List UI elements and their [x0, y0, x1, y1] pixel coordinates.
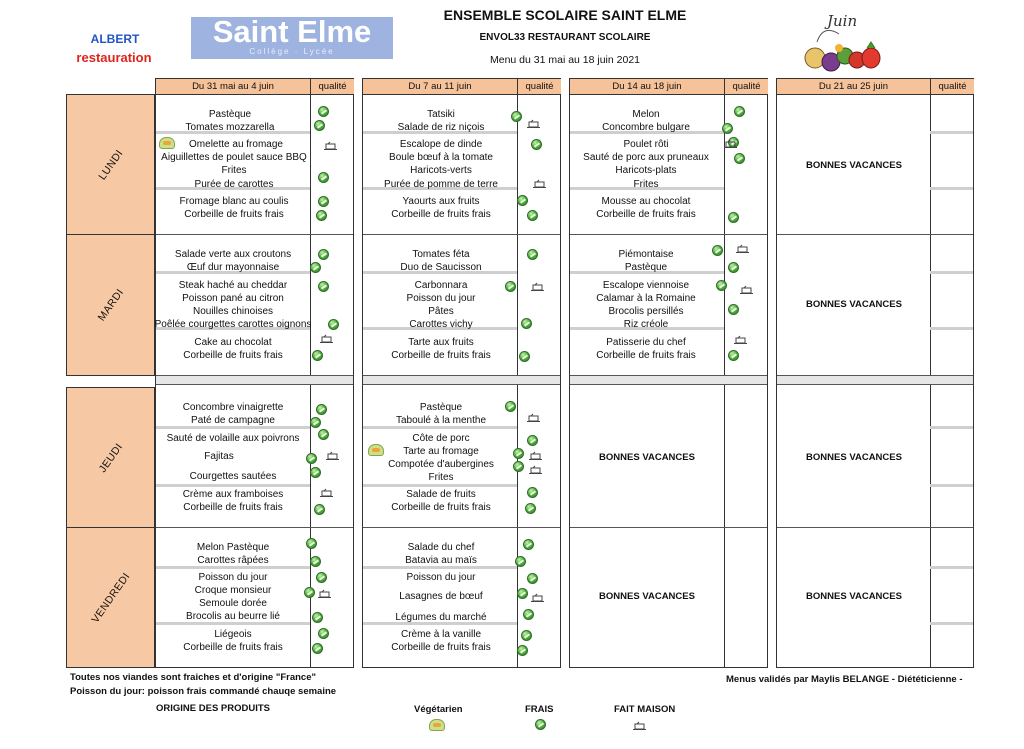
homemade-pot-icon	[734, 335, 747, 345]
dish-item: Omelette au fromage	[189, 139, 283, 150]
dish-item: Corbeille de fruits frais	[391, 502, 491, 513]
leaf-icon	[306, 453, 317, 464]
dish-item: Légumes du marché	[395, 612, 487, 623]
leaf-icon	[519, 351, 530, 362]
dish-item: Escalope de dinde	[399, 139, 483, 150]
leaf-icon	[521, 318, 532, 329]
leaf-icon	[316, 210, 327, 221]
leaf-icon	[728, 212, 739, 223]
dish-item: Sauté de porc aux pruneaux	[583, 152, 709, 163]
leaf-icon	[312, 643, 323, 654]
homemade-pot-icon	[740, 285, 753, 295]
leaf-icon	[318, 628, 329, 639]
homemade-pot-icon	[533, 179, 546, 189]
dish-item: Purée de carottes	[194, 179, 274, 190]
day-label: MARDI	[95, 286, 126, 324]
dish-item: Melon Pastèque	[196, 542, 270, 553]
dish-item: Sauté de volaille aux poivrons	[166, 433, 300, 444]
legend-fresh-label: FRAIS	[525, 704, 554, 715]
footer-note-fish: Poisson du jour: poisson frais commandé chauqe semaine	[70, 686, 337, 697]
dish-item: Poisson du jour	[198, 572, 268, 583]
leaf-icon	[505, 401, 516, 412]
leaf-icon	[531, 139, 542, 150]
homemade-pot-icon	[531, 593, 544, 603]
leaf-icon	[734, 106, 745, 117]
logo-sub: Collège · Lycée	[249, 47, 335, 56]
leaf-icon	[318, 172, 329, 183]
leaf-icon	[521, 630, 532, 641]
dish-item: Compotée d'aubergines	[388, 459, 494, 470]
quality-header: qualité	[930, 79, 974, 95]
day-box-lundi	[66, 94, 155, 235]
dish-item: Corbeille de fruits frais	[184, 209, 284, 220]
homemade-pot-icon	[529, 465, 542, 475]
dish-item: Courgettes sautées	[189, 471, 277, 482]
dish-item: Crème aux framboises	[182, 489, 284, 500]
dish-item: Haricots-plats	[615, 165, 677, 176]
leaf-icon	[505, 281, 516, 292]
dish-item: Poisson pané au citron	[182, 293, 284, 304]
week-header: Du 31 mai au 4 juin	[156, 79, 310, 95]
dish-item: Boule bœuf à la tomate	[389, 152, 493, 163]
homemade-pot-icon	[633, 721, 646, 731]
leaf-icon	[527, 487, 538, 498]
leaf-icon	[722, 123, 733, 134]
week-column-2	[362, 78, 561, 668]
week-column-1	[155, 78, 354, 668]
homemade-pot-icon	[527, 119, 540, 129]
june-vegetables-illustration	[797, 8, 887, 76]
dish-item: Crème à la vanille	[400, 629, 482, 640]
quality-header: qualité	[724, 79, 768, 95]
leaf-icon	[734, 153, 745, 164]
leaf-icon	[310, 556, 321, 567]
dish-item: Poulet rôti	[623, 139, 669, 150]
leaf-icon	[312, 612, 323, 623]
homemade-pot-icon	[531, 282, 544, 292]
legend-vegetarian-label: Végétarien	[414, 704, 463, 715]
leaf-icon	[535, 719, 546, 730]
dish-item: Pâtes	[428, 306, 454, 317]
dish-item: Yaourts aux fruits	[402, 196, 480, 207]
leaf-icon	[310, 262, 321, 273]
week-column-4	[776, 78, 974, 668]
leaf-icon	[318, 196, 329, 207]
vacation-label: BONNES VACANCES	[806, 591, 902, 602]
leaf-icon	[728, 350, 739, 361]
day-box-vendredi	[66, 527, 155, 668]
leaf-icon	[316, 404, 327, 415]
leaf-icon	[517, 645, 528, 656]
footer-validation: Menus validés par Maylis BELANGE - Diététicienne -	[726, 674, 963, 685]
dish-item: Tarte aux fruits	[408, 337, 474, 348]
vegetarian-icon	[429, 719, 445, 731]
vegetarian-icon	[368, 444, 384, 456]
dish-item: Cake au chocolat	[194, 337, 272, 348]
dish-item: Brocolis persillés	[608, 306, 684, 317]
dish-item: Carbonnara	[414, 280, 468, 291]
day-label: VENDREDI	[88, 570, 133, 625]
dish-item: Corbeille de fruits frais	[596, 209, 696, 220]
leaf-icon	[304, 587, 315, 598]
leaf-icon	[306, 538, 317, 549]
legend-title: ORIGINE DES PRODUITS	[156, 703, 271, 714]
leaf-icon	[527, 573, 538, 584]
day-box-jeudi	[66, 387, 155, 528]
leaf-icon	[314, 504, 325, 515]
dish-item: Nouilles chinoises	[192, 306, 274, 317]
menu-period: Menu du 31 mai au 18 juin 2021	[489, 54, 641, 66]
leaf-icon	[513, 461, 524, 472]
dish-item: Salade du chef	[407, 542, 475, 553]
homemade-pot-icon	[318, 589, 331, 599]
dish-item: Œuf dur mayonnaise	[186, 262, 280, 273]
vacation-label: BONNES VACANCES	[806, 299, 902, 310]
day-label: LUNDI	[95, 147, 126, 182]
dish-item: Corbeille de fruits frais	[391, 209, 491, 220]
leaf-icon	[527, 249, 538, 260]
dish-item: Escalope viennoise	[602, 280, 690, 291]
dish-item: Piémontaise	[618, 249, 674, 260]
leaf-icon	[328, 319, 339, 330]
dish-item: Corbeille de fruits frais	[596, 350, 696, 361]
brand-name: ALBERT	[90, 32, 140, 46]
homemade-pot-icon	[320, 488, 333, 498]
leaf-icon	[316, 572, 327, 583]
leaf-icon	[712, 245, 723, 256]
quality-header: qualité	[517, 79, 561, 95]
dish-item: Fromage blanc au coulis	[179, 196, 289, 207]
dish-item: Tomates féta	[412, 249, 470, 260]
homemade-pot-icon	[724, 139, 737, 149]
dish-item: Lasagnes de bœuf	[399, 591, 483, 602]
homemade-pot-icon	[326, 451, 339, 461]
leaf-icon	[511, 111, 522, 122]
leaf-icon	[318, 249, 329, 260]
leaf-icon	[312, 350, 323, 361]
vegetarian-icon	[159, 137, 175, 149]
leaf-icon	[517, 588, 528, 599]
month-script-text: Juin	[827, 12, 858, 30]
day-label: JEUDI	[96, 440, 125, 475]
leaf-icon	[527, 210, 538, 221]
week-header: Du 7 au 11 juin	[363, 79, 517, 95]
dish-item: Corbeille de fruits frais	[391, 350, 491, 361]
week-column-3	[569, 78, 768, 668]
dish-item: Carottes vichy	[409, 319, 473, 330]
dish-item: Salade de fruits	[406, 489, 476, 500]
dish-item: Corbeille de fruits frais	[183, 642, 283, 653]
quality-header: qualité	[310, 79, 354, 95]
dish-item: Frites	[428, 472, 454, 483]
legend-homemade-label: FAIT MAISON	[614, 704, 676, 715]
dish-item: Calamar à la Romaine	[596, 293, 696, 304]
leaf-icon	[527, 435, 538, 446]
dish-item: Frites	[633, 179, 659, 190]
dish-item: Taboulé à la menthe	[395, 415, 487, 426]
vacation-label: BONNES VACANCES	[806, 160, 902, 171]
dish-item: Corbeille de fruits frais	[183, 350, 283, 361]
dish-item: Riz créole	[623, 319, 669, 330]
dish-item: Salade verte aux croutons	[174, 249, 292, 260]
leaf-icon	[318, 106, 329, 117]
dish-item: Aiguillettes de poulet sauce BBQ	[161, 152, 307, 163]
dish-item: Poisson du jour	[406, 572, 476, 583]
leaf-icon	[513, 448, 524, 459]
day-box-mardi	[66, 234, 155, 376]
dish-item: Patisserie du chef	[606, 337, 686, 348]
vacation-label: BONNES VACANCES	[599, 591, 695, 602]
leaf-icon	[525, 503, 536, 514]
leaf-icon	[310, 467, 321, 478]
dish-item: Poisson du jour	[406, 293, 476, 304]
homemade-pot-icon	[529, 451, 542, 461]
dish-item: Fajitas	[204, 451, 234, 462]
dish-item: Côte de porc	[412, 433, 470, 444]
footer-note-meat: Toutes nos viandes sont fraiches et d'origine "France"	[70, 672, 317, 683]
brand-subtitle: restauration	[76, 50, 152, 65]
leaf-icon	[523, 609, 534, 620]
page-subtitle: ENVOL33 RESTAURANT SCOLAIRE	[479, 32, 651, 43]
dish-item: Pastèque	[208, 109, 252, 120]
page-title: ENSEMBLE SCOLAIRE SAINT ELME	[443, 7, 687, 23]
leaf-icon	[716, 280, 727, 291]
logo-text: Saint Elme	[212, 17, 372, 49]
dish-item: Duo de Saucisson	[400, 262, 482, 273]
dish-item: Tatsiki	[427, 109, 455, 120]
dish-item: Liégeois	[214, 629, 252, 640]
leaf-icon	[515, 556, 526, 567]
homemade-pot-icon	[324, 141, 337, 151]
leaf-icon	[318, 429, 329, 440]
leaf-icon	[728, 262, 739, 273]
dish-item: Purée de pomme de terre	[384, 179, 498, 190]
leaf-icon	[314, 120, 325, 131]
dish-item: Steak haché au cheddar	[178, 280, 288, 291]
vacation-label: BONNES VACANCES	[599, 452, 695, 463]
dish-item: Tomates mozzarella	[185, 122, 275, 133]
dish-item: Paté de campagne	[191, 415, 275, 426]
dish-item: Concombre vinaigrette	[182, 402, 284, 413]
dish-item: Pastèque	[624, 262, 668, 273]
dish-item: Carottes râpées	[197, 555, 269, 566]
leaf-icon	[728, 304, 739, 315]
leaf-icon	[318, 281, 329, 292]
dish-item: Concombre bulgare	[602, 122, 690, 133]
dish-item: Poêlée courgettes carottes oignons	[154, 319, 312, 330]
dish-item: Croque monsieur	[194, 585, 272, 596]
homemade-pot-icon	[320, 334, 333, 344]
homemade-pot-icon	[527, 413, 540, 423]
dish-item: Mousse au chocolat	[601, 196, 691, 207]
dish-item: Brocolis au beurre lié	[186, 611, 280, 622]
leaf-icon	[517, 195, 528, 206]
school-logo	[191, 17, 393, 59]
leaf-icon	[310, 417, 321, 428]
dish-item: Corbeille de fruits frais	[183, 502, 283, 513]
dish-item: Tarte au fromage	[403, 446, 479, 457]
dish-item: Salade de riz niçois	[397, 122, 485, 133]
dish-item: Batavia au maïs	[405, 555, 477, 566]
homemade-pot-icon	[736, 244, 749, 254]
week-header: Du 14 au 18 juin	[570, 79, 724, 95]
leaf-icon	[523, 539, 534, 550]
dish-item: Corbeille de fruits frais	[391, 642, 491, 653]
dish-item: Pastèque	[419, 402, 463, 413]
vacation-label: BONNES VACANCES	[806, 452, 902, 463]
dish-item: Melon	[632, 109, 660, 120]
dish-item: Haricots-verts	[410, 165, 472, 176]
dish-item: Semoule dorée	[199, 598, 267, 609]
dish-item: Frites	[221, 165, 247, 176]
week-header: Du 21 au 25 juin	[777, 79, 930, 95]
